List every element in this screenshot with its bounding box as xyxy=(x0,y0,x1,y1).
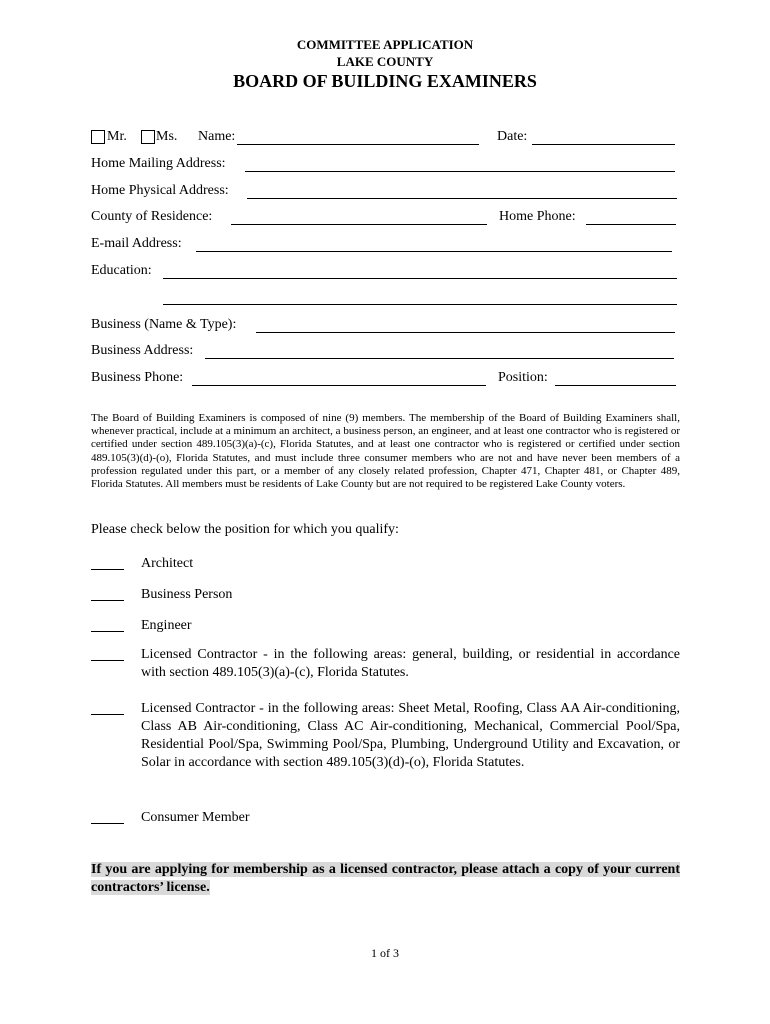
county-label: County of Residence: xyxy=(91,209,213,224)
ms-label: Ms. xyxy=(156,129,178,144)
county-row xyxy=(91,209,678,229)
position-option-label: Licensed Contractor - in the following areas: general, building, or residential in accordance with section 489.105(3)(a)-(c), Florida Statutes. xyxy=(141,647,680,680)
position-option-label: Licensed Contractor - in the following areas: Sheet Metal, Roofing, Class AA Air-conditioning, Class AB Air-conditioning, Class AC Air-conditioning, Mechanical, Commercial Pool/Spa, Residential Pool/Spa, Swimming Pool/Spa, Plumbing, Underground Utility and Excavation, or Solar in accordance with section 489.105(3)(d)-(o), Florida Statutes. xyxy=(141,701,680,770)
business-phone-field[interactable] xyxy=(192,385,486,386)
position-option-label: Architect xyxy=(141,556,194,571)
home-mailing-row xyxy=(91,156,678,176)
education-field-line-2[interactable] xyxy=(163,304,677,305)
education-label: Education: xyxy=(91,263,152,278)
business-address-label: Business Address: xyxy=(91,343,194,358)
education-row-2 xyxy=(91,289,678,309)
licensed-contractor-general-checkline[interactable] xyxy=(91,660,124,661)
engineer-checkline[interactable] xyxy=(91,631,124,632)
email-row xyxy=(91,236,678,256)
date-field[interactable] xyxy=(532,144,675,145)
name-row xyxy=(91,129,678,149)
home-physical-field[interactable] xyxy=(247,198,677,199)
license-attachment-note xyxy=(91,861,680,897)
home-physical-label: Home Physical Address: xyxy=(91,183,229,198)
ms-checkbox[interactable] xyxy=(141,130,155,144)
business-address-row xyxy=(91,343,678,363)
position-field[interactable] xyxy=(555,385,676,386)
education-field-line-1[interactable] xyxy=(163,278,677,279)
county-field[interactable] xyxy=(231,224,487,225)
mr-label: Mr. xyxy=(107,129,127,144)
business-name-row xyxy=(91,317,678,337)
business-name-field[interactable] xyxy=(256,332,675,333)
email-label: E-mail Address: xyxy=(91,236,182,251)
mr-checkbox[interactable] xyxy=(91,130,105,144)
position-label: Position: xyxy=(498,370,548,385)
business-address-field[interactable] xyxy=(205,358,674,359)
education-row xyxy=(91,263,678,283)
licensed-contractor-specialty-checkline[interactable] xyxy=(91,714,124,715)
home-physical-row xyxy=(91,183,678,203)
consumer-member-checkline[interactable] xyxy=(91,823,124,824)
position-option-label: Business Person xyxy=(141,587,233,602)
board-description: The Board of Building Examiners is composed of nine (9) members. The membership of the Board of Building Examiners shall, whenever practical, include at a minimum an architect, a business person, an engineer, and at least one contractor who is registered or certified under section 489.105(3)(a)-(c), Florida Statutes, and at least one contractor who is registered or certified under section 489.105(3)(d)-(o), Florida Statutes, and must include three consumer members who are not and have never been members of a profession regulated under this part, or a member of any closely related profession, Chapter 471, Chapter 481, or Chapter 489, Florida Statutes. All members must be residents of Lake County but are not required to be registered Lake County voters. xyxy=(91,412,680,491)
home-phone-label: Home Phone: xyxy=(499,209,576,224)
header-committee-application: COMMITTEE APPLICATION xyxy=(296,37,474,52)
header-county: LAKE COUNTY xyxy=(336,54,434,69)
check-prompt: Please check below the position for which you qualify: xyxy=(91,522,399,537)
business-person-checkline[interactable] xyxy=(91,600,124,601)
home-phone-field[interactable] xyxy=(586,224,676,225)
position-option-label: Consumer Member xyxy=(141,810,250,825)
architect-checkline[interactable] xyxy=(91,569,124,570)
business-phone-row xyxy=(91,370,678,390)
license-attachment-note-text: If you are applying for membership as a licensed contractor, please attach a copy of your current contractors’ license. xyxy=(91,862,680,895)
email-field[interactable] xyxy=(196,251,672,252)
name-field[interactable] xyxy=(237,144,479,145)
name-label: Name: xyxy=(198,129,236,144)
home-mailing-field[interactable] xyxy=(245,171,675,172)
home-mailing-label: Home Mailing Address: xyxy=(91,156,226,171)
page-number: 1 of 3 xyxy=(371,946,399,960)
business-phone-label: Business Phone: xyxy=(91,370,184,385)
page-title: BOARD OF BUILDING EXAMINERS xyxy=(233,71,537,91)
position-option-label: Engineer xyxy=(141,618,192,633)
date-label: Date: xyxy=(497,129,528,144)
business-name-label: Business (Name & Type): xyxy=(91,317,237,332)
